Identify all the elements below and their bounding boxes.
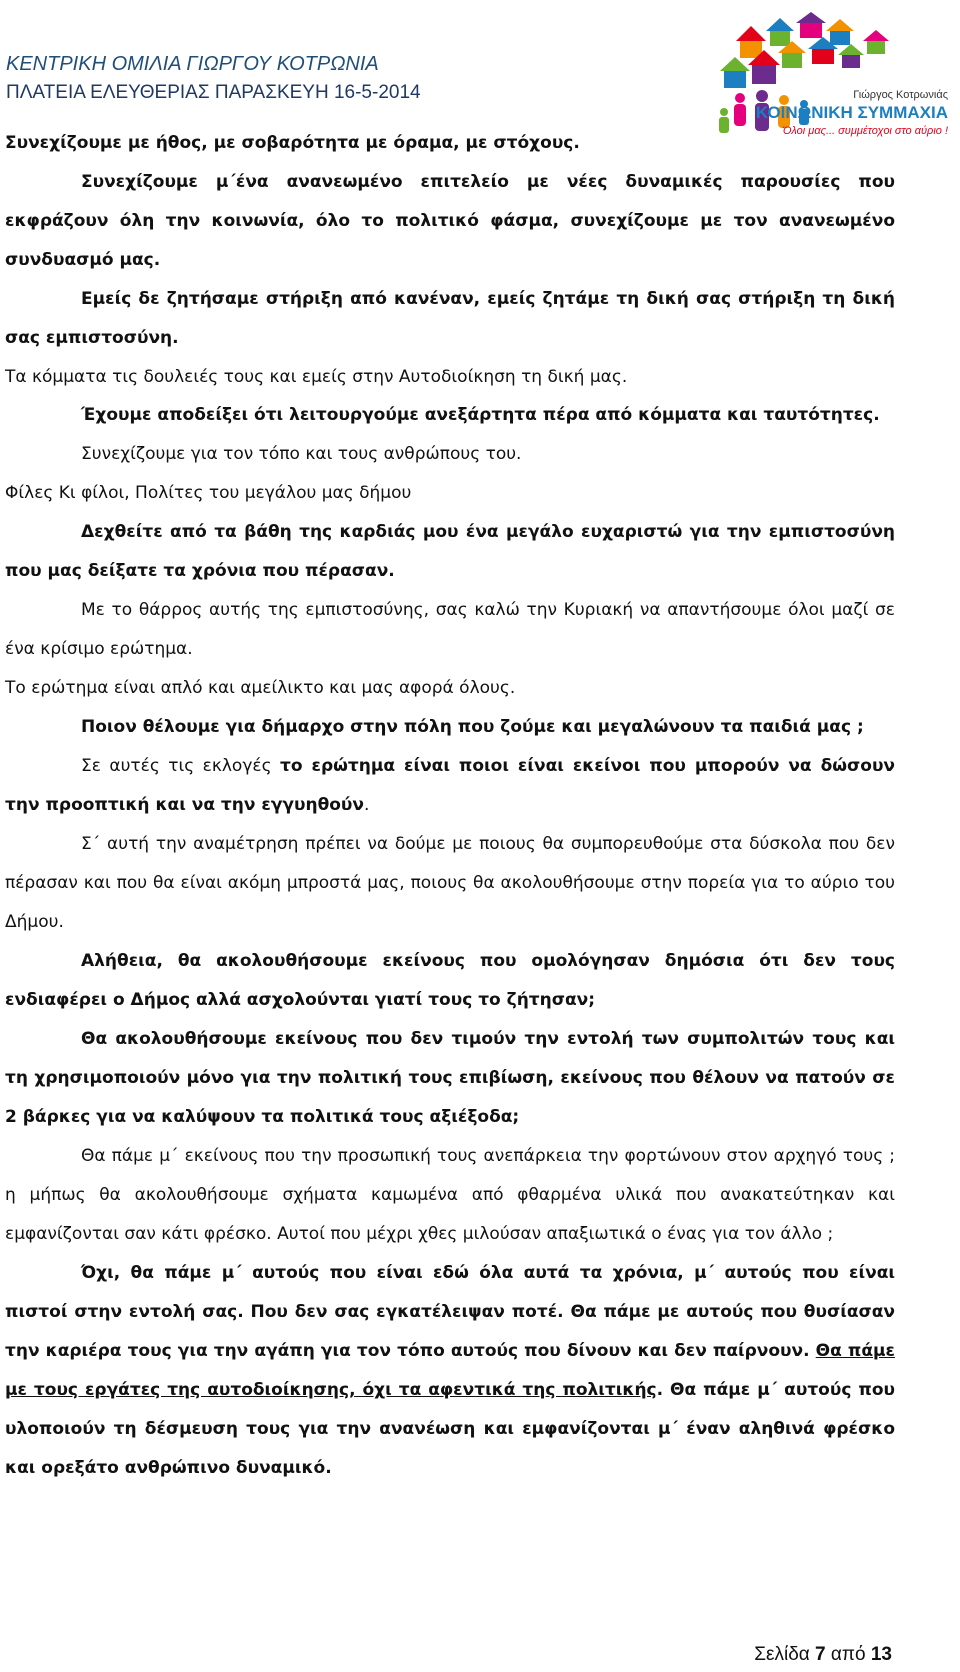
page-number [754, 1644, 892, 1666]
paragraph-6: Συνεχίζουμε για τον τόπο και τους ανθρώπους του. [81, 444, 522, 464]
paragraph-12-end: . [364, 795, 370, 815]
paragraph-11: Ποιον θέλουμε για δήμαρχο στην πόλη που ζούμε και μεγαλώνουν τα παιδιά μας ; [81, 717, 864, 737]
paragraph-7: Φίλες Κι φίλοι, Πολίτες του μεγάλου μας δήμου [5, 483, 412, 503]
paragraph-4: Τα κόμματα τις δουλειές τους και εμείς στην Αυτοδιοίκηση τη δική μας. [5, 367, 628, 387]
page-of: από [830, 1644, 866, 1665]
paragraph-1: Συνεχίζουμε με ήθος, με σοβαρότητα με όραμα, με στόχους. [5, 133, 580, 153]
paragraph-2: Συνεχίζουμε μ΄ένα ανανεωμένο επιτελείο με νέες δυναμικές παρουσίες που εκφράζουν όλη την κοινωνία, όλο το πολιτικό φάσμα, συνεχίζουμε με τον ανανεωμένο συνδυασμό μας. [5, 172, 895, 270]
paragraph-9: Με το θάρρος αυτής της εμπιστοσύνης, σας καλώ την Κυριακή να απαντήσουμε όλοι μαζί σε ένα κρίσιμο ερώτημα. [5, 600, 895, 659]
paragraph-14: Αλήθεια, θα ακολουθήσουμε εκείνους που ομολόγησαν δημόσια ότι δεν τους ενδιαφέρει ο Δήμος αλλά ασχολούνται γιατί τους το ζήτησαν; [5, 951, 895, 1010]
speech-body [5, 124, 895, 1488]
document-header [6, 50, 421, 108]
logo-brand: ΚΟΙΝΩΝΙΚΗ ΣΥΜΜΑΧΙΑ [755, 103, 948, 122]
houses-graphic [720, 12, 889, 88]
paragraph-17-underlined: Θα πάμε με τους εργάτες της αυτοδιοίκησης, όχι τα αφεντικά της πολιτικής [5, 1341, 895, 1400]
header-subtitle: ΠΛΑΤΕΙΑ ΕΛΕΥΘΕΡΙΑΣ ΠΑΡΑΣΚΕΥΗ 16-5-2014 [6, 82, 421, 103]
paragraph-17-part-b: . Θα πάμε μ΄ αυτούς που υλοποιούν τη δέσμευση τους για την ανανέωση και εμφανίζονται μ΄ έναν αληθινά φρέσκο και ορεξάτο ανθρώπινο δυναμικό. [5, 1380, 895, 1478]
paragraph-15: Θα ακολουθήσουμε εκείνους που δεν τιμούν την εντολή των συμπολιτών τους και τη χρησιμοποιούν μόνο για την πολιτική τους επιβίωση, εκείνους που θέλουν να πατούν σε 2 βάρκες για να καλύψουν τα πολιτικά τους αξιέξοδα; [5, 1029, 895, 1127]
current-page: 7 [815, 1644, 826, 1665]
paragraph-12-normal: Σε αυτές τις εκλογές [81, 756, 280, 776]
paragraph-17-part-a: Όχι, θα πάμε μ΄ αυτούς που είναι εδώ όλα αυτά τα χρόνια, μ΄ αυτούς που είναι πιστοί στην εντολή σας. Που δεν σας εγκατέλειψαν ποτέ. Θα πάμε με αυτούς που θυσίασαν την καριέρα τους για την αγάπη για τον τόπο αυτούς που δίνουν και δεν παίρνουν. [5, 1263, 895, 1361]
total-pages: 13 [870, 1644, 892, 1665]
paragraph-8: Δεχθείτε από τα βάθη της καρδιάς μου ένα μεγάλο ευχαριστώ για την εμπιστοσύνη που μας δείξατε τα χρόνια που πέρασαν. [5, 522, 895, 581]
paragraph-16: Θα πάμε μ΄ εκείνους που την προσωπική τους ανεπάρκεια την φορτώνουν στον αρχηγό τους ; η μήπως θα ακολουθήσουμε σχήματα καμωμένα από φθαρμένα υλικά που ανακατεύτηκαν και εμφανίζονται σαν κάτι φρέσκο. Αυτοί που μέχρι χθες μιλούσαν απαξιωτικά ο ένας για τον άλλο ; [5, 1146, 895, 1244]
page-label: Σελίδα [754, 1644, 810, 1665]
paragraph-10: Το ερώτημα είναι απλό και αμείλικτο και μας αφορά όλους. [5, 678, 516, 698]
logo-name-line: Γιώργος Κοτρωνιάς [853, 89, 948, 101]
paragraph-5: Έχουμε αποδείξει ότι λειτουργούμε ανεξάρτητα πέρα από κόμματα και ταυτότητες. [81, 405, 880, 425]
paragraph-13: Σ΄ αυτή την αναμέτρηση πρέπει να δούμε με ποιους θα συμπορευθούμε στα δύσκολα που δεν πέρασαν και που θα είναι ακόμη μπροστά μας, ποιους θα ακολουθήσουμε στην πορεία για το αύριο του Δήμου. [5, 834, 895, 932]
paragraph-12-bold: το ερώτημα είναι ποιοι είναι εκείνοι που μπορούν να δώσουν την προοπτική και να την εγγυηθούν [5, 756, 896, 815]
paragraph-17 [5, 1254, 895, 1488]
paragraph-12 [5, 747, 895, 825]
header-title: ΚΕΝΤΡΙΚΗ ΟΜΙΛΙΑ ΓΙΩΡΓΟΥ ΚΟΤΡΩΝΙΑ [6, 53, 379, 75]
logo-slogan: Όλοι μας... συμμέτοχοι στο αύριο ! [782, 125, 948, 137]
paragraph-3: Εμείς δε ζητήσαμε στήριξη από κανέναν, εμείς ζητάμε τη δική σας στήριξη τη δική σας εμπιστοσύνη. [5, 289, 895, 348]
